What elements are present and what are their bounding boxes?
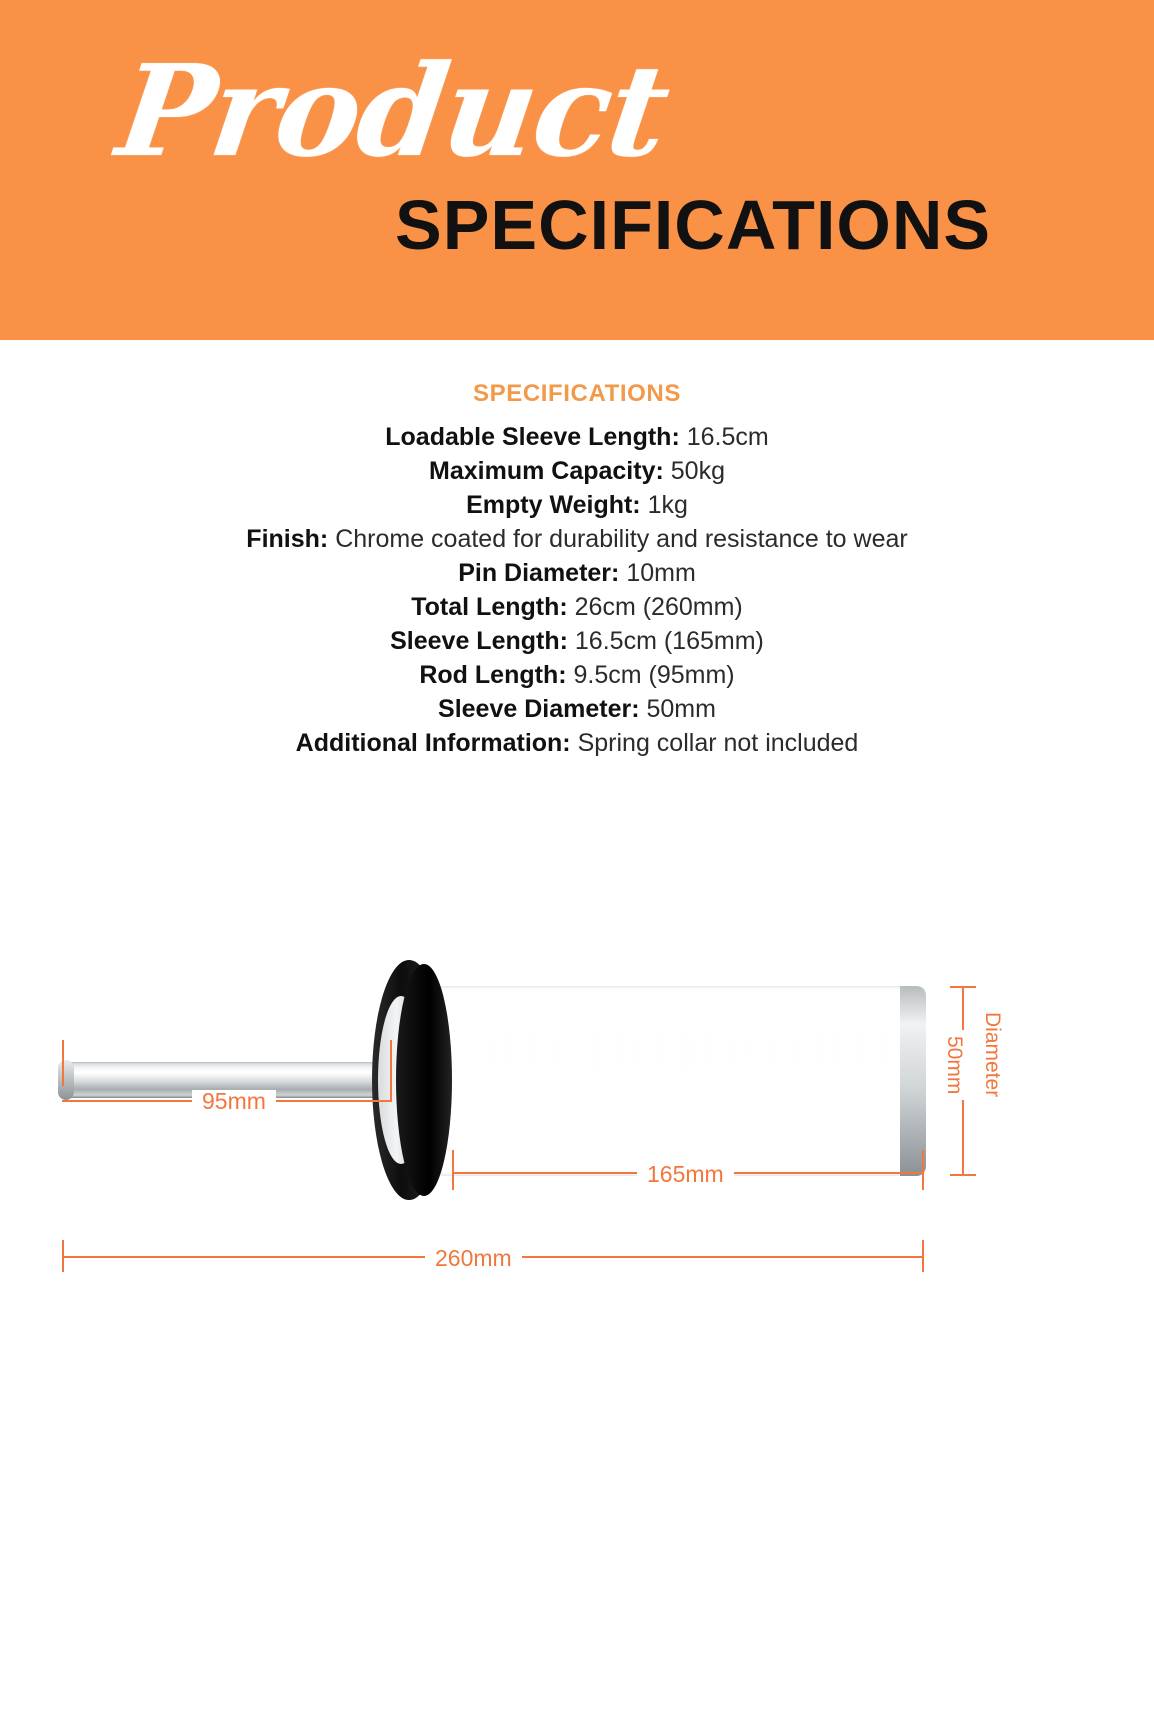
dim-tick-rod-left	[62, 1040, 64, 1086]
dim-label-diameter-text: Diameter	[981, 1012, 1004, 1098]
spec-row	[0, 488, 1154, 522]
spec-value: 50kg	[670, 457, 725, 485]
dim-label-diameter-value: 50mm	[944, 1030, 965, 1100]
dim-label-rod-length: 95mm	[192, 1090, 276, 1113]
spec-label: Sleeve Diameter:	[438, 695, 640, 723]
sleeve-end-cap	[900, 986, 926, 1176]
dumbbell-rod-end-cap	[58, 1060, 74, 1100]
spec-row	[0, 556, 1154, 590]
dim-tick-sleeve-right	[922, 1150, 924, 1190]
spec-label: Finish:	[246, 525, 329, 553]
product-diagram	[0, 960, 1154, 1360]
spec-label: Rod Length:	[419, 661, 567, 689]
dim-label-total-length: 260mm	[425, 1247, 522, 1270]
specifications-heading: SPECIFICATIONS	[473, 380, 681, 407]
spec-row	[0, 420, 1154, 454]
spec-label: Maximum Capacity:	[429, 457, 664, 485]
spec-row	[0, 522, 1154, 556]
spec-value: 1kg	[647, 491, 688, 519]
spec-label: Sleeve Length:	[390, 627, 568, 655]
specifications-section	[0, 380, 1154, 760]
spec-label: Additional Information:	[295, 729, 571, 757]
spec-row	[0, 454, 1154, 488]
dim-tick-rod-right	[390, 1040, 392, 1102]
spec-value: 16.5cm (165mm)	[574, 627, 764, 655]
dim-label-sleeve-length: 165mm	[637, 1163, 734, 1186]
header-script-word: Product	[109, 37, 677, 185]
spec-label: Total Length:	[411, 593, 568, 621]
spec-label: Pin Diameter:	[458, 559, 620, 587]
spec-value: Spring collar not included	[577, 729, 859, 757]
spec-row	[0, 726, 1154, 760]
dim-tick-diameter-bottom	[950, 1174, 976, 1176]
spec-row	[0, 590, 1154, 624]
spec-value: 50mm	[646, 695, 716, 723]
spec-label: Empty Weight:	[466, 491, 641, 519]
header-inner	[0, 0, 1154, 340]
spec-row	[0, 692, 1154, 726]
spec-value: 16.5cm	[686, 423, 769, 451]
page-header	[0, 0, 1154, 340]
dim-tick-sleeve-left	[452, 1150, 454, 1190]
dumbbell-sleeve	[436, 986, 926, 1176]
spec-value: 26cm (260mm)	[574, 593, 743, 621]
spec-value: 10mm	[626, 559, 696, 587]
sleeve-highlight	[470, 1030, 900, 1070]
dim-tick-diameter-top	[950, 986, 976, 988]
header-block-word: SPECIFICATIONS	[395, 186, 992, 264]
spec-row	[0, 624, 1154, 658]
spec-value: Chrome coated for durability and resistance to wear	[335, 525, 908, 553]
spec-row	[0, 658, 1154, 692]
spec-label: Loadable Sleeve Length:	[385, 423, 680, 451]
dim-tick-total-right	[922, 1240, 924, 1272]
spec-value: 9.5cm (95mm)	[573, 661, 735, 689]
